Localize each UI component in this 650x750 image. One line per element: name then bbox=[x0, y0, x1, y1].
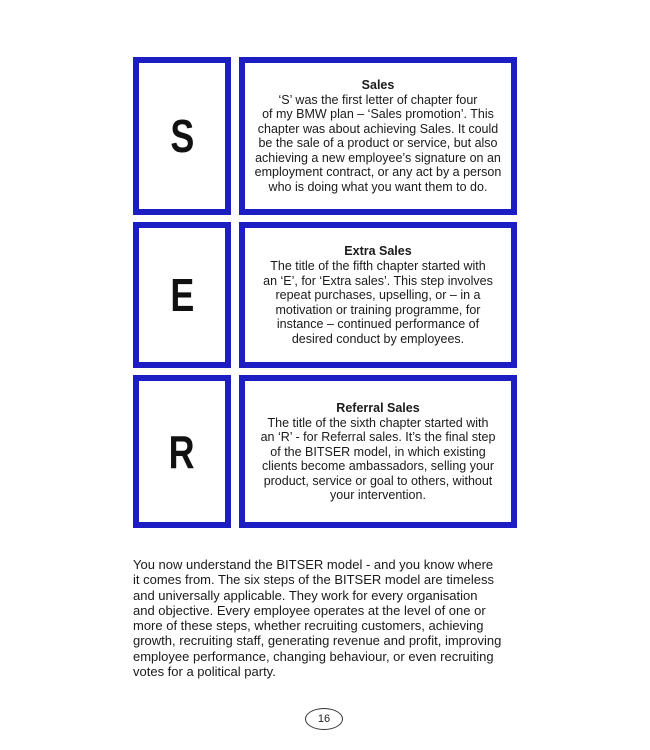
desc-line: employment contract, or any act by a person bbox=[254, 165, 502, 180]
step-card-sales bbox=[239, 57, 517, 215]
letter-box-s bbox=[133, 57, 231, 215]
desc-line: an ‘R’ - for Referral sales. It’s the final step bbox=[260, 430, 496, 444]
paragraph-line: employee performance, changing behaviour, or even recruiting bbox=[133, 648, 494, 664]
letter-r: R bbox=[169, 425, 195, 478]
letter-s: S bbox=[170, 110, 194, 162]
step-title-sales: Sales bbox=[361, 77, 395, 92]
letter-box-e bbox=[133, 222, 231, 368]
desc-line: of the BITSER model, in which existing bbox=[270, 444, 486, 459]
paragraph-line: You now understand the BITSER model - and you know where bbox=[133, 557, 494, 572]
desc-line: The title of the fifth chapter started with bbox=[270, 259, 486, 273]
paragraph-line: and objective. Every employee operates at the level of one or bbox=[133, 602, 486, 618]
body-paragraph bbox=[133, 557, 533, 679]
step-description-sales bbox=[255, 93, 502, 195]
paragraph-line: and universally applicable. They work for every organisation bbox=[133, 587, 478, 603]
desc-line: desired conduct by employees. bbox=[291, 331, 465, 346]
desc-line: chapter was about achieving Sales. It could bbox=[257, 121, 499, 136]
desc-line: your intervention. bbox=[330, 488, 426, 502]
desc-line: instance – continued performance of bbox=[276, 317, 480, 331]
paragraph-line: votes for a political party. bbox=[133, 664, 276, 680]
desc-line: The title of the sixth chapter started with bbox=[267, 415, 489, 430]
desc-line: who is doing what you want them to do. bbox=[268, 179, 488, 194]
desc-line: repeat purchases, upselling, or – in a bbox=[275, 288, 481, 302]
step-title-referral-sales: Referral Sales bbox=[336, 400, 420, 415]
step-card-extra-sales bbox=[239, 222, 517, 368]
desc-line: be the sale of a product or service, but also bbox=[258, 136, 498, 151]
page-number-label: 16 bbox=[317, 713, 331, 725]
step-card-referral-sales bbox=[239, 375, 517, 528]
desc-line: motivation or training programme, for bbox=[275, 302, 481, 317]
desc-line: ‘S’ was the first letter of chapter four bbox=[278, 92, 478, 107]
paragraph-line: more of these steps, whether recruiting customers, achieving bbox=[133, 618, 484, 634]
paragraph-line: it comes from. The six steps of the BITSER model are timeless bbox=[133, 572, 494, 588]
page-number bbox=[305, 708, 343, 730]
desc-line: of my BMW plan – ‘Sales promotion’. This bbox=[262, 107, 494, 122]
desc-line: achieving a new employee’s signature on an bbox=[255, 150, 501, 165]
step-description-extra-sales bbox=[263, 259, 493, 346]
letter-box-r bbox=[133, 375, 231, 528]
paragraph-line: growth, recruiting staff, generating revenue and profit, improving bbox=[133, 633, 502, 649]
step-description-referral-sales bbox=[261, 416, 496, 503]
desc-line: product, service or goal to others, without bbox=[263, 473, 493, 488]
desc-line: clients become ambassadors, selling your bbox=[261, 459, 495, 473]
desc-line: an ‘E’, for ‘Extra sales’. This step involves bbox=[263, 273, 493, 288]
step-title-extra-sales: Extra Sales bbox=[344, 244, 412, 258]
letter-e: E bbox=[170, 269, 194, 321]
